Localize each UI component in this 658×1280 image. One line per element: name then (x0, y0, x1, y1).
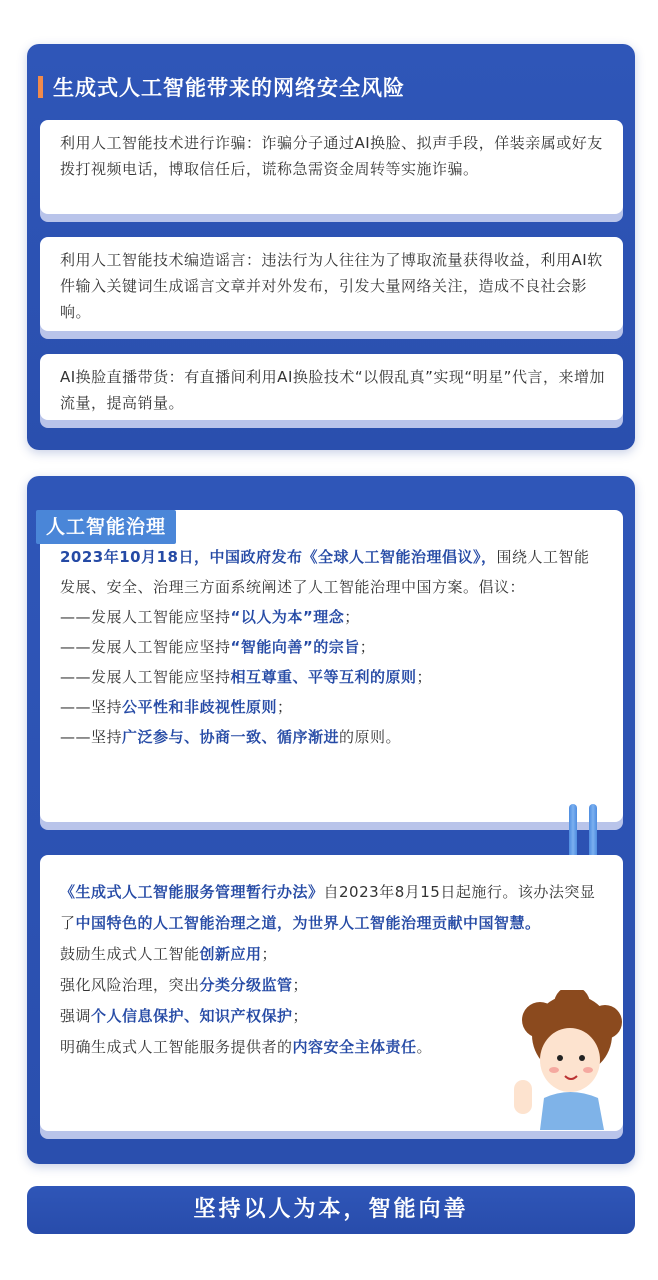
risk-card-text: 利用人工智能技术编造谣言：违法行为人往往为了博取流量获得收益，利用AI软件输入关键词生成谣言文章并对外发布，引发大量网络关注，造成不良社会影响。 (60, 251, 603, 321)
intro-initiative: 中国政府发布《全球人工智能治理倡议》， (209, 548, 497, 566)
risk-title (38, 72, 405, 102)
risk-card-text: 利用人工智能技术进行诈骗：诈骗分子通过AI换脸、拟声手段，佯装亲属或好友拨打视频电话，博取信任后，谎称急需资金周转等实施诈骗。 (60, 134, 603, 178)
risk-card-rumor (40, 237, 623, 331)
footer-slogan: 坚持以人为本，智能向善 (27, 1186, 635, 1234)
measure-line: 鼓励生成式人工智能创新应用； (60, 945, 278, 963)
risk-card-fraud (40, 120, 623, 214)
title-accent-bar (38, 76, 43, 98)
principle-line: ——发展人工智能应坚持“智能向善”的宗旨； (60, 638, 376, 656)
principle-line: ——坚持广泛参与、协商一致、循序渐进的原则。 (60, 728, 402, 746)
initiative-card (40, 510, 623, 822)
principle-line: ——坚持公平性和非歧视性原则； (60, 698, 293, 716)
principle-line: ——发展人工智能应坚持相互尊重、平等互利的原则； (60, 668, 433, 686)
risk-card-faceswap (40, 354, 623, 420)
intro-rest: 围绕人工智能发展、安全、治理三方面系统阐述了人工智能治理中国方案。倡议： (60, 548, 590, 596)
risk-card-text: AI换脸直播带货：有直播间利用AI换脸技术“以假乱真”实现“明星”代言，来增加流量，提高销量。 (60, 368, 605, 412)
risk-title-text: 生成式人工智能带来的网络安全风险 (53, 76, 405, 100)
cartoon-girl-illustration (510, 990, 630, 1130)
principle-line: ——发展人工智能应坚持“以人为本”理念； (60, 608, 360, 626)
measure-line: 明确生成式人工智能服务提供者的内容安全主体责任。 (60, 1038, 433, 1056)
governance-tag: 人工智能治理 (36, 510, 176, 544)
initiative-intro (60, 542, 605, 602)
measure-line: 强化风险治理，突出分类分级监管； (60, 976, 309, 994)
measures-intro: 《生成式人工智能服务管理暂行办法》自2023年8月15日起施行。该办法突显了中国特色的人工智能治理之道，为世界人工智能治理贡献中国智慧。 (60, 883, 596, 932)
intro-date: 2023年10月18日， (60, 548, 210, 566)
measure-line: 强调个人信息保护、知识产权保护； (60, 1007, 309, 1025)
